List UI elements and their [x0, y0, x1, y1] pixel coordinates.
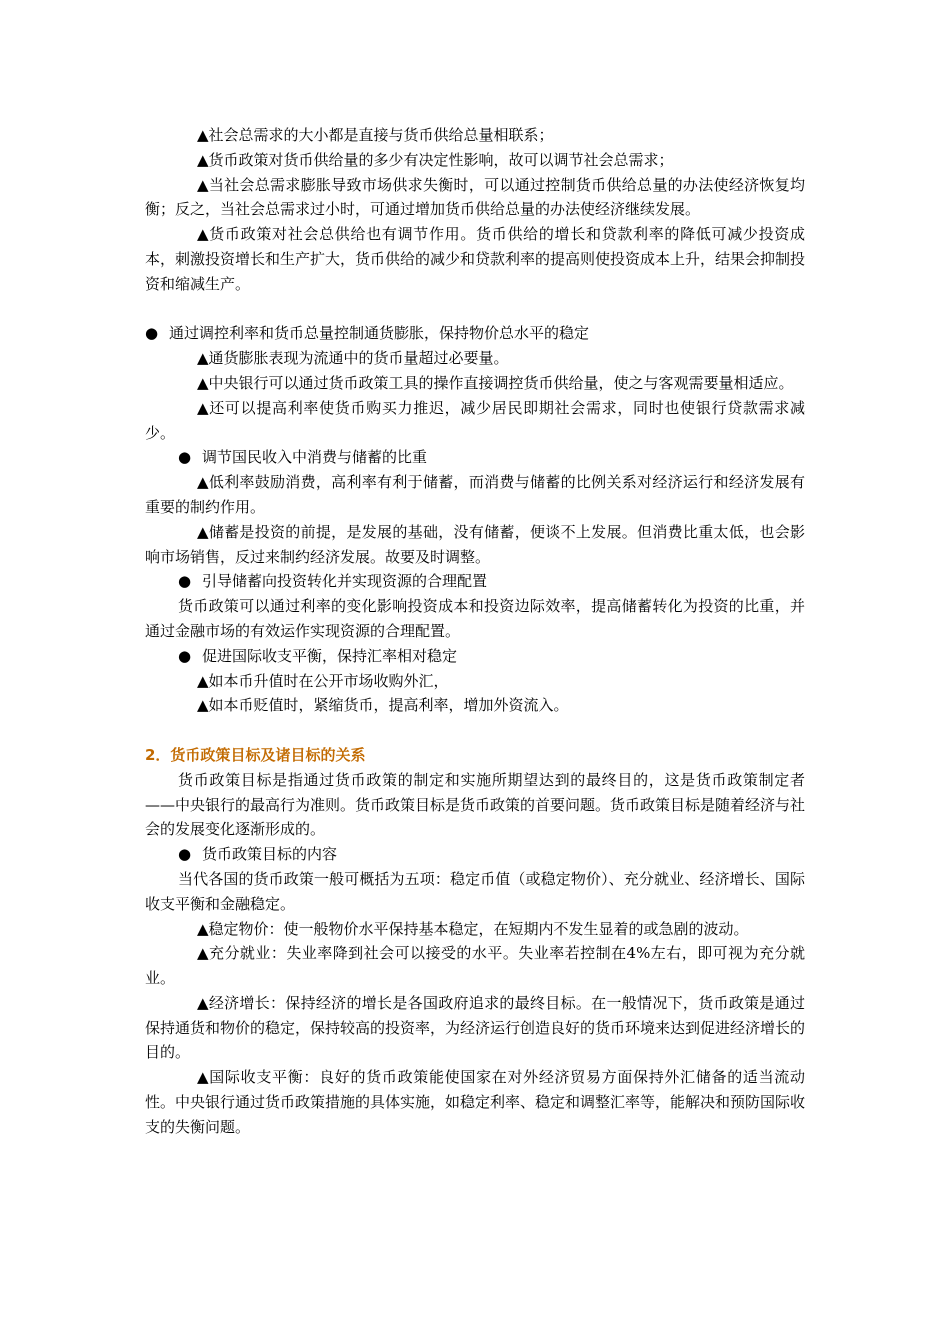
paragraph: ▲稳定物价：使一般物价水平保持基本稳定，在短期内不发生显着的或急剧的波动。	[197, 919, 749, 938]
section-heading: 2．货币政策目标及诸目标的关系	[145, 745, 366, 764]
bullet-item	[145, 321, 805, 346]
bullet-label: 引导储蓄向投资转化并实现资源的合理配置	[202, 572, 488, 591]
bullet-label: 调节国民收入中消费与储蓄的比重	[202, 448, 428, 467]
paragraph: ▲社会总需求的大小都是直接与货币供给总量相联系；	[197, 126, 554, 144]
bullet-icon: ●	[178, 572, 192, 591]
bullet-label: 货币政策目标的内容	[202, 845, 338, 864]
paragraph: ▲通货膨胀表现为流通中的货币量超过必要量。	[197, 349, 509, 368]
bullet-label: 通过调控利率和货币总量控制通货膨胀，保持物价总水平的稳定	[169, 324, 590, 343]
paragraph: 货币政策目标是指通过货币政策的制定和实施所期望达到的最终目的，这是货币政策制定者——中央银行的最高行为准则。货币政策目标是货币政策的首要问题。货币政策目标是随着经济与社会的发展变化逐渐形成的。	[145, 770, 806, 839]
paragraph: ▲国际收支平衡：良好的货币政策能使国家在对外经济贸易方面保持外汇储备的适当流动性。中央银行通过货币政策措施的具体实施，如稳定利率、稳定和调整汇率等，能解决和预防国际收支的失衡问题。	[145, 1068, 806, 1136]
paragraph: ▲如本币升值时在公开市场收购外汇，	[197, 671, 449, 690]
document-page	[145, 123, 805, 1140]
bullet-icon: ●	[178, 845, 192, 864]
paragraph: 当代各国的货币政策一般可概括为五项：稳定币值（或稳定物价）、充分就业、经济增长、国际收支平衡和金融稳定。	[145, 869, 805, 913]
paragraph: ▲当社会总需求膨胀导致市场供求失衡时，可以通过控制货币供给总量的办法使经济恢复均衡；反之，当社会总需求过小时，可通过增加货币供给总量的办法使经济继续发展。	[145, 175, 805, 219]
paragraph: 货币政策可以通过利率的变化影响投资成本和投资边际效率，提高储蓄转化为投资的比重，并通过金融市场的有效运作实现资源的合理配置。	[145, 597, 805, 640]
paragraph: ▲中央银行可以通过货币政策工具的操作直接调控货币供给量，使之与客观需要量相适应。	[197, 373, 794, 392]
spacer	[145, 297, 805, 322]
paragraph: ▲如本币贬值时，紧缩货币，提高利率，增加外资流入。	[197, 696, 569, 715]
paragraph: ▲充分就业：失业率降到社会可以接受的水平。失业率若控制在4%左右，即可视为充分就业。	[145, 944, 805, 988]
paragraph: ▲还可以提高利率使货币购买力推迟，减少居民即期社会需求，同时也使银行贷款需求减少。	[145, 398, 805, 442]
bullet-label: 促进国际收支平衡，保持汇率相对稳定	[202, 646, 458, 665]
bullet-item	[145, 445, 805, 470]
bullet-item	[145, 842, 805, 867]
paragraph: ▲储蓄是投资的前提，是发展的基础，没有储蓄，便谈不上发展。但消费比重太低，也会影响市场销售，反过来制约经济发展。故要及时调整。	[145, 522, 805, 566]
paragraph: ▲货币政策对社会总供给也有调节作用。货币供给的增长和贷款利率的降低可减少投资成本，刺激投资增长和生产扩大，货币供给的减少和贷款利率的提高则使投资成本上升，结果会抑制投资和缩减生产。	[145, 225, 806, 293]
paragraph: ▲经济增长：保持经济的增长是各国政府追求的最终目标。在一般情况下，货币政策是通过保持通货和物价的稳定，保持较高的投资率，为经济运行创造良好的货币环境来达到促进经济增长的目的。	[145, 993, 806, 1062]
bullet-icon: ●	[178, 448, 192, 467]
bullet-icon: ●	[178, 646, 192, 665]
paragraph: ▲货币政策对货币供给量的多少有决定性影响，故可以调节社会总需求；	[197, 150, 674, 169]
bullet-icon: ●	[145, 324, 159, 343]
bullet-item	[145, 644, 805, 669]
spacer	[145, 718, 805, 743]
bullet-item	[145, 569, 805, 594]
paragraph: ▲低利率鼓励消费，高利率有利于储蓄，而消费与储蓄的比例关系对经济运行和经济发展有重要的制约作用。	[145, 473, 805, 516]
